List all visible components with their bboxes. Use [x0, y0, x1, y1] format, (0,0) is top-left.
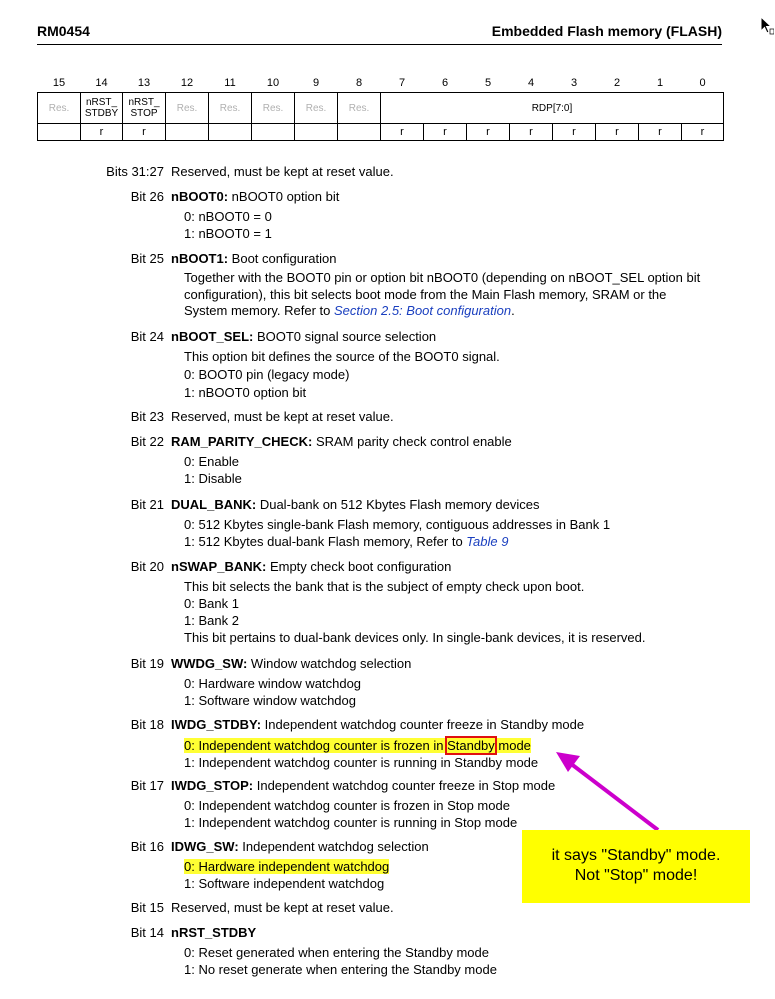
bit-label: Bit 21 — [130, 497, 164, 512]
bit-label: Bit 19 — [130, 656, 164, 671]
bit-name: DUAL_BANK: — [171, 497, 257, 512]
description-line: This bit selects the bank that is the subject of empty check upon boot. — [184, 579, 585, 594]
access-cell — [209, 124, 252, 141]
bit-description — [184, 453, 724, 487]
bit-description — [184, 348, 724, 402]
value-line: 1: Independent watchdog counter is running in Stop mode — [184, 815, 518, 830]
access-cell: r — [682, 124, 724, 141]
access-cell — [38, 124, 81, 141]
bit-number: 9 — [312, 77, 320, 89]
bit-label: Bit 18 — [130, 717, 164, 732]
bit-title — [171, 925, 731, 941]
bit-number-row — [38, 74, 724, 93]
value-line: 1: Independent watchdog counter is running in Standby mode — [184, 755, 539, 770]
bit-title: Reserved, must be kept at reset value. — [171, 900, 394, 915]
section-link[interactable]: Section 2.5: Boot configuration — [334, 303, 512, 318]
callout-line: it says "Standby" mode. — [551, 847, 721, 864]
access-cell — [166, 124, 209, 141]
bit-label: Bit 25 — [130, 251, 164, 266]
bit-number: 0 — [699, 77, 706, 89]
field-reserved: Res. — [38, 93, 81, 124]
access-cell: r — [467, 124, 510, 141]
bit-name: nRST_STDBY — [171, 925, 257, 940]
bit-label: Bit 26 — [130, 189, 164, 204]
bit-name: nBOOT0: — [171, 189, 229, 204]
bit-name: nBOOT_SEL: — [171, 329, 254, 344]
bit-label: Bits 31:27 — [106, 164, 164, 179]
value-line: 1: nBOOT0 option bit — [184, 385, 307, 400]
value-line: 0: 512 Kbytes single-bank Flash memory, contiguous addresses in Bank 1 — [184, 517, 611, 532]
bit-title-text: Independent watchdog counter freeze in Standby mode — [261, 717, 585, 732]
bit-number: 2 — [613, 77, 621, 89]
value-line: 0: BOOT0 pin (legacy mode) — [184, 367, 350, 382]
bit-number: 11 — [224, 77, 236, 89]
highlighted-line: 0: Independent watchdog counter is frozen in Standby mode — [184, 738, 531, 753]
bit-name: nBOOT1: — [171, 251, 229, 266]
highlighted-line: 0: Hardware independent watchdog — [184, 859, 390, 874]
value-line: 0: Reset generated when entering the Standby mode — [184, 945, 489, 960]
bit-number: 1 — [656, 77, 664, 89]
field-reserved: Res. — [166, 93, 209, 124]
access-cell: r — [381, 124, 424, 141]
bit-number: 12 — [180, 77, 194, 89]
bit-number: 10 — [266, 77, 280, 89]
bit-title — [171, 189, 731, 205]
field-nrst-stop: nRST_ STOP — [123, 93, 166, 124]
bit-number: 6 — [441, 77, 449, 89]
access-cell: r — [123, 124, 166, 141]
field-reserved: Res. — [338, 93, 381, 124]
bit-name: IDWG_SW: — [171, 839, 239, 854]
bit-name: IWDG_STDBY: — [171, 717, 262, 732]
bit-name: RAM_PARITY_CHECK: — [171, 434, 313, 449]
bit-label: Bit 22 — [130, 434, 164, 449]
bit-title — [171, 251, 731, 267]
bit-label: Bit 16 — [130, 839, 164, 854]
bit-number: 15 — [52, 77, 66, 89]
value-line: 1: nBOOT0 = 1 — [184, 226, 272, 241]
section-title: Embedded Flash memory (FLASH) — [491, 23, 722, 39]
bit-label: Bit 23 — [130, 409, 164, 424]
bit-label: Bit 20 — [130, 559, 164, 574]
bit-name: IWDG_STOP: — [171, 778, 254, 793]
bit-description — [184, 270, 724, 320]
bit-number: 3 — [570, 77, 578, 89]
bit-description — [184, 516, 724, 550]
bit-number: 4 — [527, 77, 535, 89]
access-cell: r — [596, 124, 639, 141]
access-row — [38, 124, 724, 141]
bit-description — [184, 675, 724, 709]
access-cell — [252, 124, 295, 141]
value-line: 0: Bank 1 — [184, 596, 239, 611]
value-line: 1: 512 Kbytes dual-bank Flash memory, Refer to Table 9 — [184, 534, 509, 549]
value-line: 1: Software window watchdog — [184, 693, 356, 708]
access-cell: r — [81, 124, 123, 141]
bit-title: Reserved, must be kept at reset value. — [171, 409, 394, 424]
field-reserved: Res. — [252, 93, 295, 124]
bit-label: Bit 14 — [130, 925, 164, 940]
bit-label: Bit 15 — [130, 900, 164, 915]
annotation-arrow-icon — [540, 740, 680, 840]
bit-title — [171, 497, 731, 513]
bit-description — [184, 578, 724, 646]
bit-title-text: Dual-bank on 512 Kbytes Flash memory devices — [256, 497, 540, 512]
bit-title — [171, 434, 731, 450]
bit-title: Reserved, must be kept at reset value. — [171, 164, 394, 179]
bit-title-text: nBOOT0 option bit — [228, 189, 340, 204]
value-line: 1: Bank 2 — [184, 613, 239, 628]
field-reserved: Res. — [209, 93, 252, 124]
bit-number: 7 — [398, 77, 406, 89]
bit-title — [171, 329, 731, 345]
table-link[interactable]: Table 9 — [466, 534, 509, 549]
bit-name: nSWAP_BANK: — [171, 559, 267, 574]
bit-title-text: Independent watchdog counter freeze in Stop mode — [253, 778, 556, 793]
field-nrst-stdby: nRST_ STDBY — [81, 93, 123, 124]
value-line: 0: Independent watchdog counter is frozen in Stop mode — [184, 798, 510, 813]
field-reserved: Res. — [295, 93, 338, 124]
bit-title — [171, 559, 731, 575]
value-line: 1: Disable — [184, 471, 242, 486]
description-line: This bit pertains to dual-bank devices only. In single-bank devices, it is reserved. — [184, 630, 646, 645]
bit-number: 8 — [355, 77, 363, 89]
bit-title-text: BOOT0 signal source selection — [253, 329, 437, 344]
access-cell — [338, 124, 381, 141]
description-line: System memory. Refer to Section 2.5: Boot configuration. — [184, 303, 515, 318]
bit-title-text: SRAM parity check control enable — [312, 434, 512, 449]
bit-description — [184, 944, 724, 978]
description-line: Together with the BOOT0 pin or option bit nBOOT0 (depending on nBOOT_SEL option bit — [184, 270, 701, 285]
standby-boxed-word: Standby — [447, 738, 495, 753]
annotation-callout — [522, 830, 750, 903]
access-cell: r — [424, 124, 467, 141]
field-rdp: RDP[7:0] — [381, 93, 724, 124]
bit-title — [171, 717, 731, 733]
value-line: 0: nBOOT0 = 0 — [184, 209, 272, 224]
access-cell — [295, 124, 338, 141]
access-cell: r — [510, 124, 553, 141]
bit-description — [184, 208, 724, 242]
access-cell: r — [639, 124, 682, 141]
value-line: 1: No reset generate when entering the Standby mode — [184, 962, 497, 977]
doc-id: RM0454 — [37, 23, 90, 39]
bit-title-text: Boot configuration — [228, 251, 337, 266]
header-rule — [37, 44, 722, 45]
bit-number: 14 — [95, 77, 108, 89]
description-line: configuration), this bit selects boot mode from the Main Flash memory, SRAM or the — [184, 286, 667, 302]
bit-label: Bit 17 — [130, 778, 164, 793]
bit-label: Bit 24 — [130, 329, 164, 344]
bit-number: 13 — [137, 77, 151, 89]
bit-title — [171, 656, 731, 672]
description-line: This option bit defines the source of the BOOT0 signal. — [184, 349, 500, 364]
bit-title-text: Empty check boot configuration — [266, 559, 452, 574]
value-line: 0: Enable — [184, 454, 239, 469]
callout-line: Not "Stop" mode! — [574, 867, 698, 884]
register-bitmap — [37, 74, 724, 141]
bit-title-text: Independent watchdog selection — [238, 839, 429, 854]
value-line: 1: Software independent watchdog — [184, 876, 385, 891]
mouse-pointer-icon — [760, 16, 774, 36]
value-line: 0: Hardware window watchdog — [184, 676, 362, 691]
bit-number: 5 — [484, 77, 492, 89]
field-row — [38, 93, 724, 124]
bit-name: WWDG_SW: — [171, 656, 248, 671]
bit-title-text: Window watchdog selection — [247, 656, 412, 671]
access-cell: r — [553, 124, 596, 141]
